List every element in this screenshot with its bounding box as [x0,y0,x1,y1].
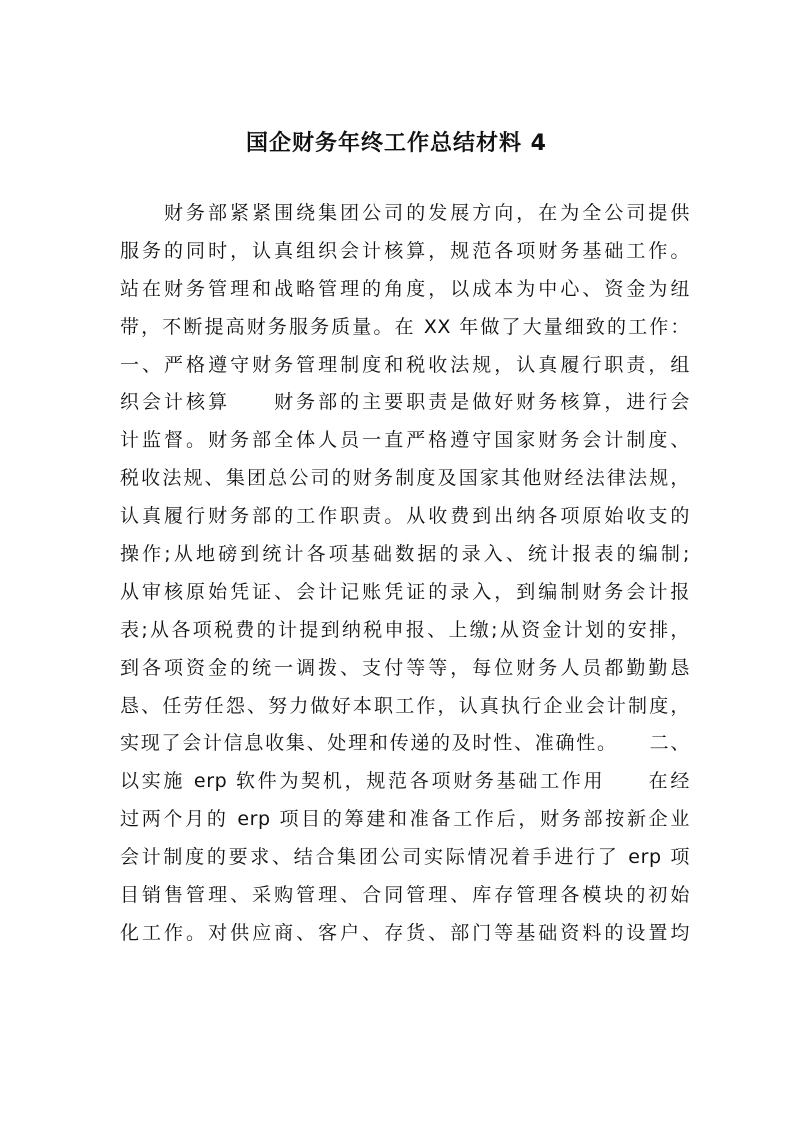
body-line: 计监督。财务部全体人员一直严格遵守国家财务会计制度、 [120,429,690,452]
body-line: 站在财务管理和战略管理的角度，以成本为中心、资金为纽 [120,277,690,300]
body-line: 税收法规、集团总公司的财务制度及国家其他财经法律法规， [120,467,690,490]
body-line: 化工作。对供应商、客户、存货、部门等基础资料的设置均 [120,921,690,944]
body-line: 织会计核算 财务部的主要职责是做好财务核算，进行会 [120,391,690,414]
document-title: 国企财务年终工作总结材料 4 [246,131,547,156]
body-line: 从审核原始凭证、会计记账凭证的录入，到编制财务会计报 [120,580,690,603]
body-line: 一、严格遵守财务管理制度和税收法规，认真履行职责，组 [120,353,690,376]
body-line: 到各项资金的统一调拨、支付等等，每位财务人员都勤勤恳 [120,656,690,679]
body-line: 带，不断提高财务服务质量。在 XX 年做了大量细致的工作： [120,315,690,338]
body-line: 过两个月的 erp 项目的筹建和准备工作后，财务部按新企业 [120,808,690,831]
body-line: 目销售管理、采购管理、合同管理、库存管理各模块的初始 [120,884,690,907]
body-line: 财务部紧紧围绕集团公司的发展方向，在为全公司提供 [164,202,690,224]
body-line: 恳、任劳任怨、努力做好本职工作，认真执行企业会计制度， [120,694,690,717]
document-body [120,195,690,953]
body-line: 会计制度的要求、结合集团公司实际情况着手进行了 erp 项 [120,846,690,869]
body-line: 操作;从地磅到统计各项基础数据的录入、统计报表的编制; [120,543,690,566]
body-line: 表;从各项税费的计提到纳税申报、上缴;从资金计划的安排， [120,618,690,641]
body-line: 实现了会计信息收集、处理和传递的及时性、准确性。 二、 [120,732,690,755]
body-line: 服务的同时，认真组织会计核算，规范各项财务基础工作。 [120,239,690,262]
body-line: 以实施 erp 软件为契机，规范各项财务基础工作用 在经 [120,770,690,793]
body-line: 认真履行财务部的工作职责。从收费到出纳各项原始收支的 [120,505,690,528]
